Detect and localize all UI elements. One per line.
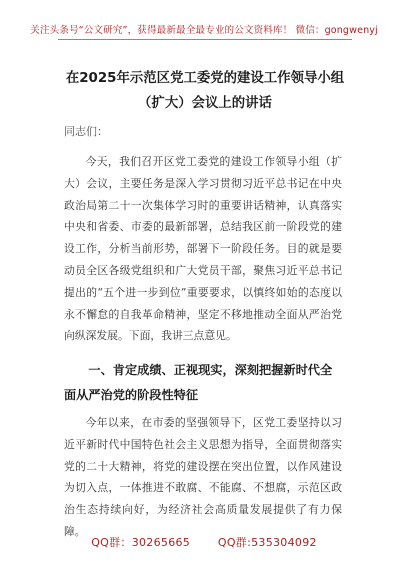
body-paragraph-1: 今天，我们召开区党工委党的建设工作领导小组（扩大）会议，主要任务是深入学习贯彻习近平总书记在中央政治局第二十一次集体学习时的重要讲话精神，认真落实中央和省委、市委的最新部署，总结我区前一阶段党的建设工作，分析当前形势，部署下一阶段任务。目的就是要动员全区各级党组织和广大党员干部，聚焦习近平总书记提出的“五个进一步到位”重要要求，以慎终如始的态度以永不懈怠的自我革命精神，坚定不移地推动全面从严治党向纵深发展。下面，我讲三点意见。 [64, 155, 342, 343]
body-paragraph-2: 今年以来，在市委的坚强领导下，区党工委坚持以习近平新时代中国特色社会主义思想为指导，全面贯彻落实党的二十大精神，将党的建设摆在突出位置，以作风建设为切入点，一体推进不敢腐、不能腐、不想腐，示范区政治生态持续向好，为经济社会高质量发展提供了有力保障。 [64, 416, 342, 538]
header-divider [58, 39, 352, 40]
promo-banner: 关注头条号“公文研究”，获得最新最全最专业的公文资料库！ 微信：gongwenyj [30, 25, 378, 36]
section-heading-1: 一、肯定成绩、正视现实，深刻把握新时代全面从严治党的阶段性特征 [64, 363, 333, 402]
salutation: 同志们： [64, 125, 108, 138]
document-title: 在2025年示范区党工委党的建设工作领导小组（扩大）会议上的讲话 [65, 71, 345, 111]
footer-qq-groups [0, 534, 408, 550]
footer-qq-group-2: QQ群:535304092 [217, 536, 317, 549]
footer-qq-group-1: QQ群：30265665 [91, 536, 191, 549]
